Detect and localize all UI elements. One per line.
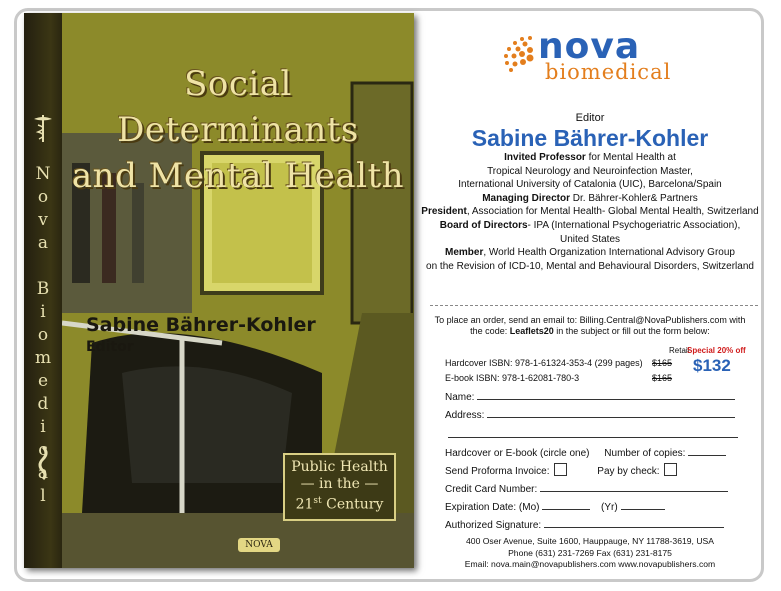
signature-field[interactable]: Authorized Signature: (445, 518, 724, 531)
order-instructions: To place an order, send an email to: Billing.Central@NovaPublishers.com with the code: Leaflets20 in the subject or fill out the form below: (434, 315, 746, 336)
pay-by-check-checkbox[interactable] (664, 463, 677, 476)
publisher-address: 400 Oser Avenue, Suite 1600, Hauppauge, NY 11788-3619, USA (466, 536, 714, 546)
expiration-field[interactable]: Expiration Date: (Mo) (Yr) (445, 500, 665, 513)
editor-name: Sabine Bährer-Kohler (471, 125, 709, 151)
spine-text: N o v a B i o m e d i c a l (34, 164, 52, 506)
publisher-phone: Phone (631) 231-7269 Fax (631) 231-8175 (508, 547, 672, 558)
retail-price-ebook: $165 (652, 373, 673, 383)
ebook-isbn: E-book ISBN: 978-1-62081-780-3 (445, 373, 580, 383)
series-line2: — in the — (300, 476, 379, 492)
cover-title (62, 61, 414, 199)
publisher-tag: NOVA (238, 538, 280, 552)
series-badge (283, 453, 396, 521)
nova-biomedical-logo (500, 26, 672, 86)
format-row[interactable]: Hardcover or E-book (circle one) Number of copies: (445, 446, 726, 459)
name-field[interactable]: Name: (445, 390, 735, 403)
retail-label: Retail (669, 346, 690, 355)
special-price: $132 (693, 356, 731, 375)
publisher-email-web[interactable]: Email: nova.main@novapublishers.com www.novapublishers.com (464, 559, 716, 569)
book-cover (24, 13, 414, 568)
editor-label: Editor (575, 112, 605, 124)
proforma-checkbox[interactable] (554, 463, 567, 476)
retail-price-hardcover: $165 (652, 358, 673, 368)
copies-field[interactable] (688, 446, 726, 456)
format-choice[interactable]: Hardcover or E-book (circle one) (445, 448, 590, 459)
cover-author-role: Editor (86, 339, 134, 355)
cover-title-line1: Social Determinants (117, 64, 359, 150)
logo-sub: biomedical (545, 60, 672, 84)
hardcover-isbn: Hardcover ISBN: 978-1-61324-353-4 (299 pages) (445, 358, 643, 368)
credit-card-field[interactable]: Credit Card Number: (445, 482, 728, 495)
address-field[interactable]: Address: (445, 408, 735, 421)
cover-title-line2: and Mental Health (71, 156, 405, 196)
address-field-line2[interactable] (445, 428, 738, 441)
payment-options: Send Proforma Invoice: Pay by check: (445, 463, 677, 477)
series-line1: Public Health (291, 459, 388, 475)
logo-word: nova (538, 26, 641, 67)
cover-author: Sabine Bährer-Kohler (86, 314, 316, 336)
publisher-contact (420, 536, 760, 571)
cut-line (430, 305, 758, 306)
editor-bio: Invited Professor for Mental Health at Tropical Neurology and Neuroinfection Master, International University of Catalonia (UIC), Barcelona/Spain Managing Director Dr. Bährer-Kohler& Partners President, Association for Mental Health- Global Mental Health, Switzerland Board of Directors- IPA (International Psychogeriatric Association), United States Member, World Health Organization International Advisory Group on the Revision of ICD-10, Mental and Behavioural Disorders, Switzerland (421, 152, 759, 272)
series-line3: 21st Century (295, 496, 384, 513)
spine-logo-icon (35, 445, 51, 481)
special-offer-label: Special 20% off (687, 346, 746, 355)
caduceus-icon (32, 113, 54, 143)
